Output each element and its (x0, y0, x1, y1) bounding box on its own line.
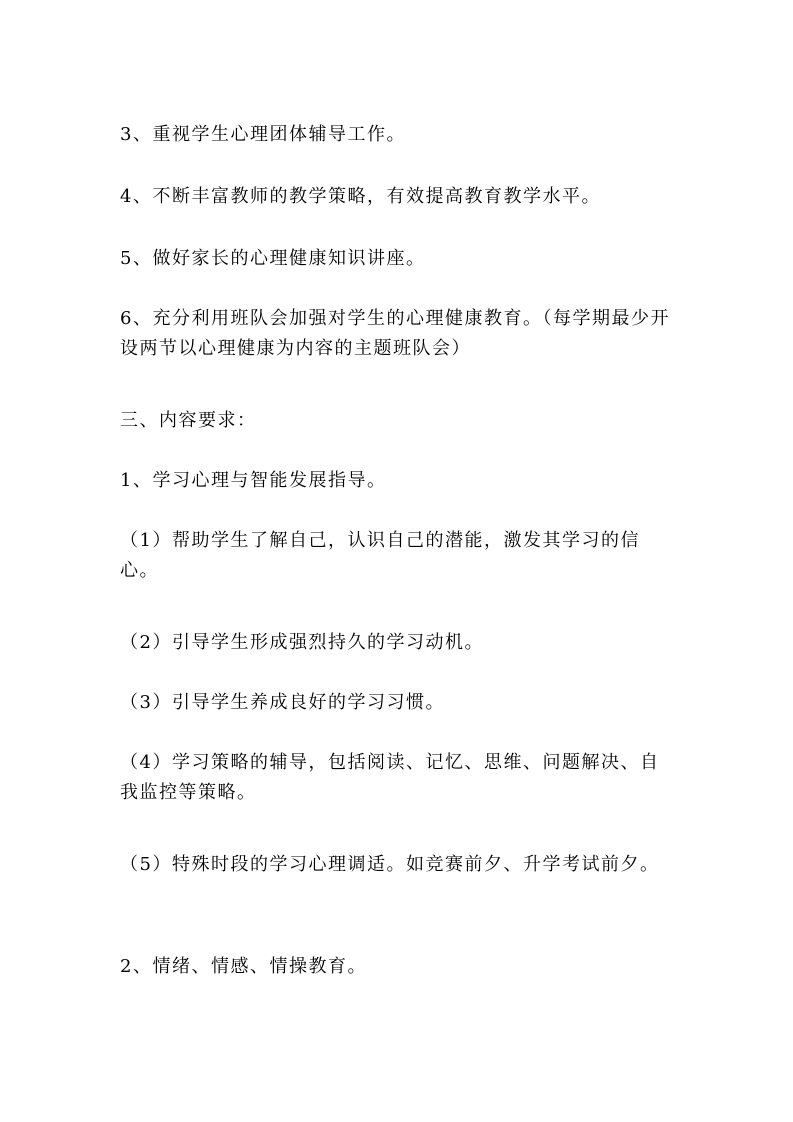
section-heading-3: 三、内容要求： (120, 410, 257, 431)
subsection-heading-2: 2、情绪、情感、情操教育。 (120, 956, 367, 977)
subsection-heading-1: 1、学习心理与智能发展指导。 (120, 470, 387, 491)
sub-item-4: （4）学习策略的辅导，包括阅读、记忆、思维、问题解决、自我监控等策略。 (120, 752, 660, 803)
sub-item-5: （5）特殊时段的学习心理调适。如竞赛前夕、升学考试前夕。 (120, 854, 660, 875)
paragraph-item-5: 5、做好家长的心理健康知识讲座。 (120, 248, 426, 269)
sub-item-2: （2）引导学生形成强烈持久的学习动机。 (120, 632, 484, 653)
paragraph-item-4: 4、不断丰富教师的教学策略，有效提高教育教学水平。 (120, 186, 601, 207)
sub-item-3: （3）引导学生养成良好的学习习惯。 (120, 692, 445, 713)
paragraph-item-3: 3、重视学生心理团体辅导工作。 (120, 124, 406, 145)
sub-item-1: （1）帮助学生了解自己，认识自己的潜能，激发其学习的信心。 (120, 530, 640, 581)
paragraph-item-6: 6、充分利用班队会加强对学生的心理健康教育。（每学期最少开设两节以心理健康为内容的主题班队会） (120, 308, 670, 359)
